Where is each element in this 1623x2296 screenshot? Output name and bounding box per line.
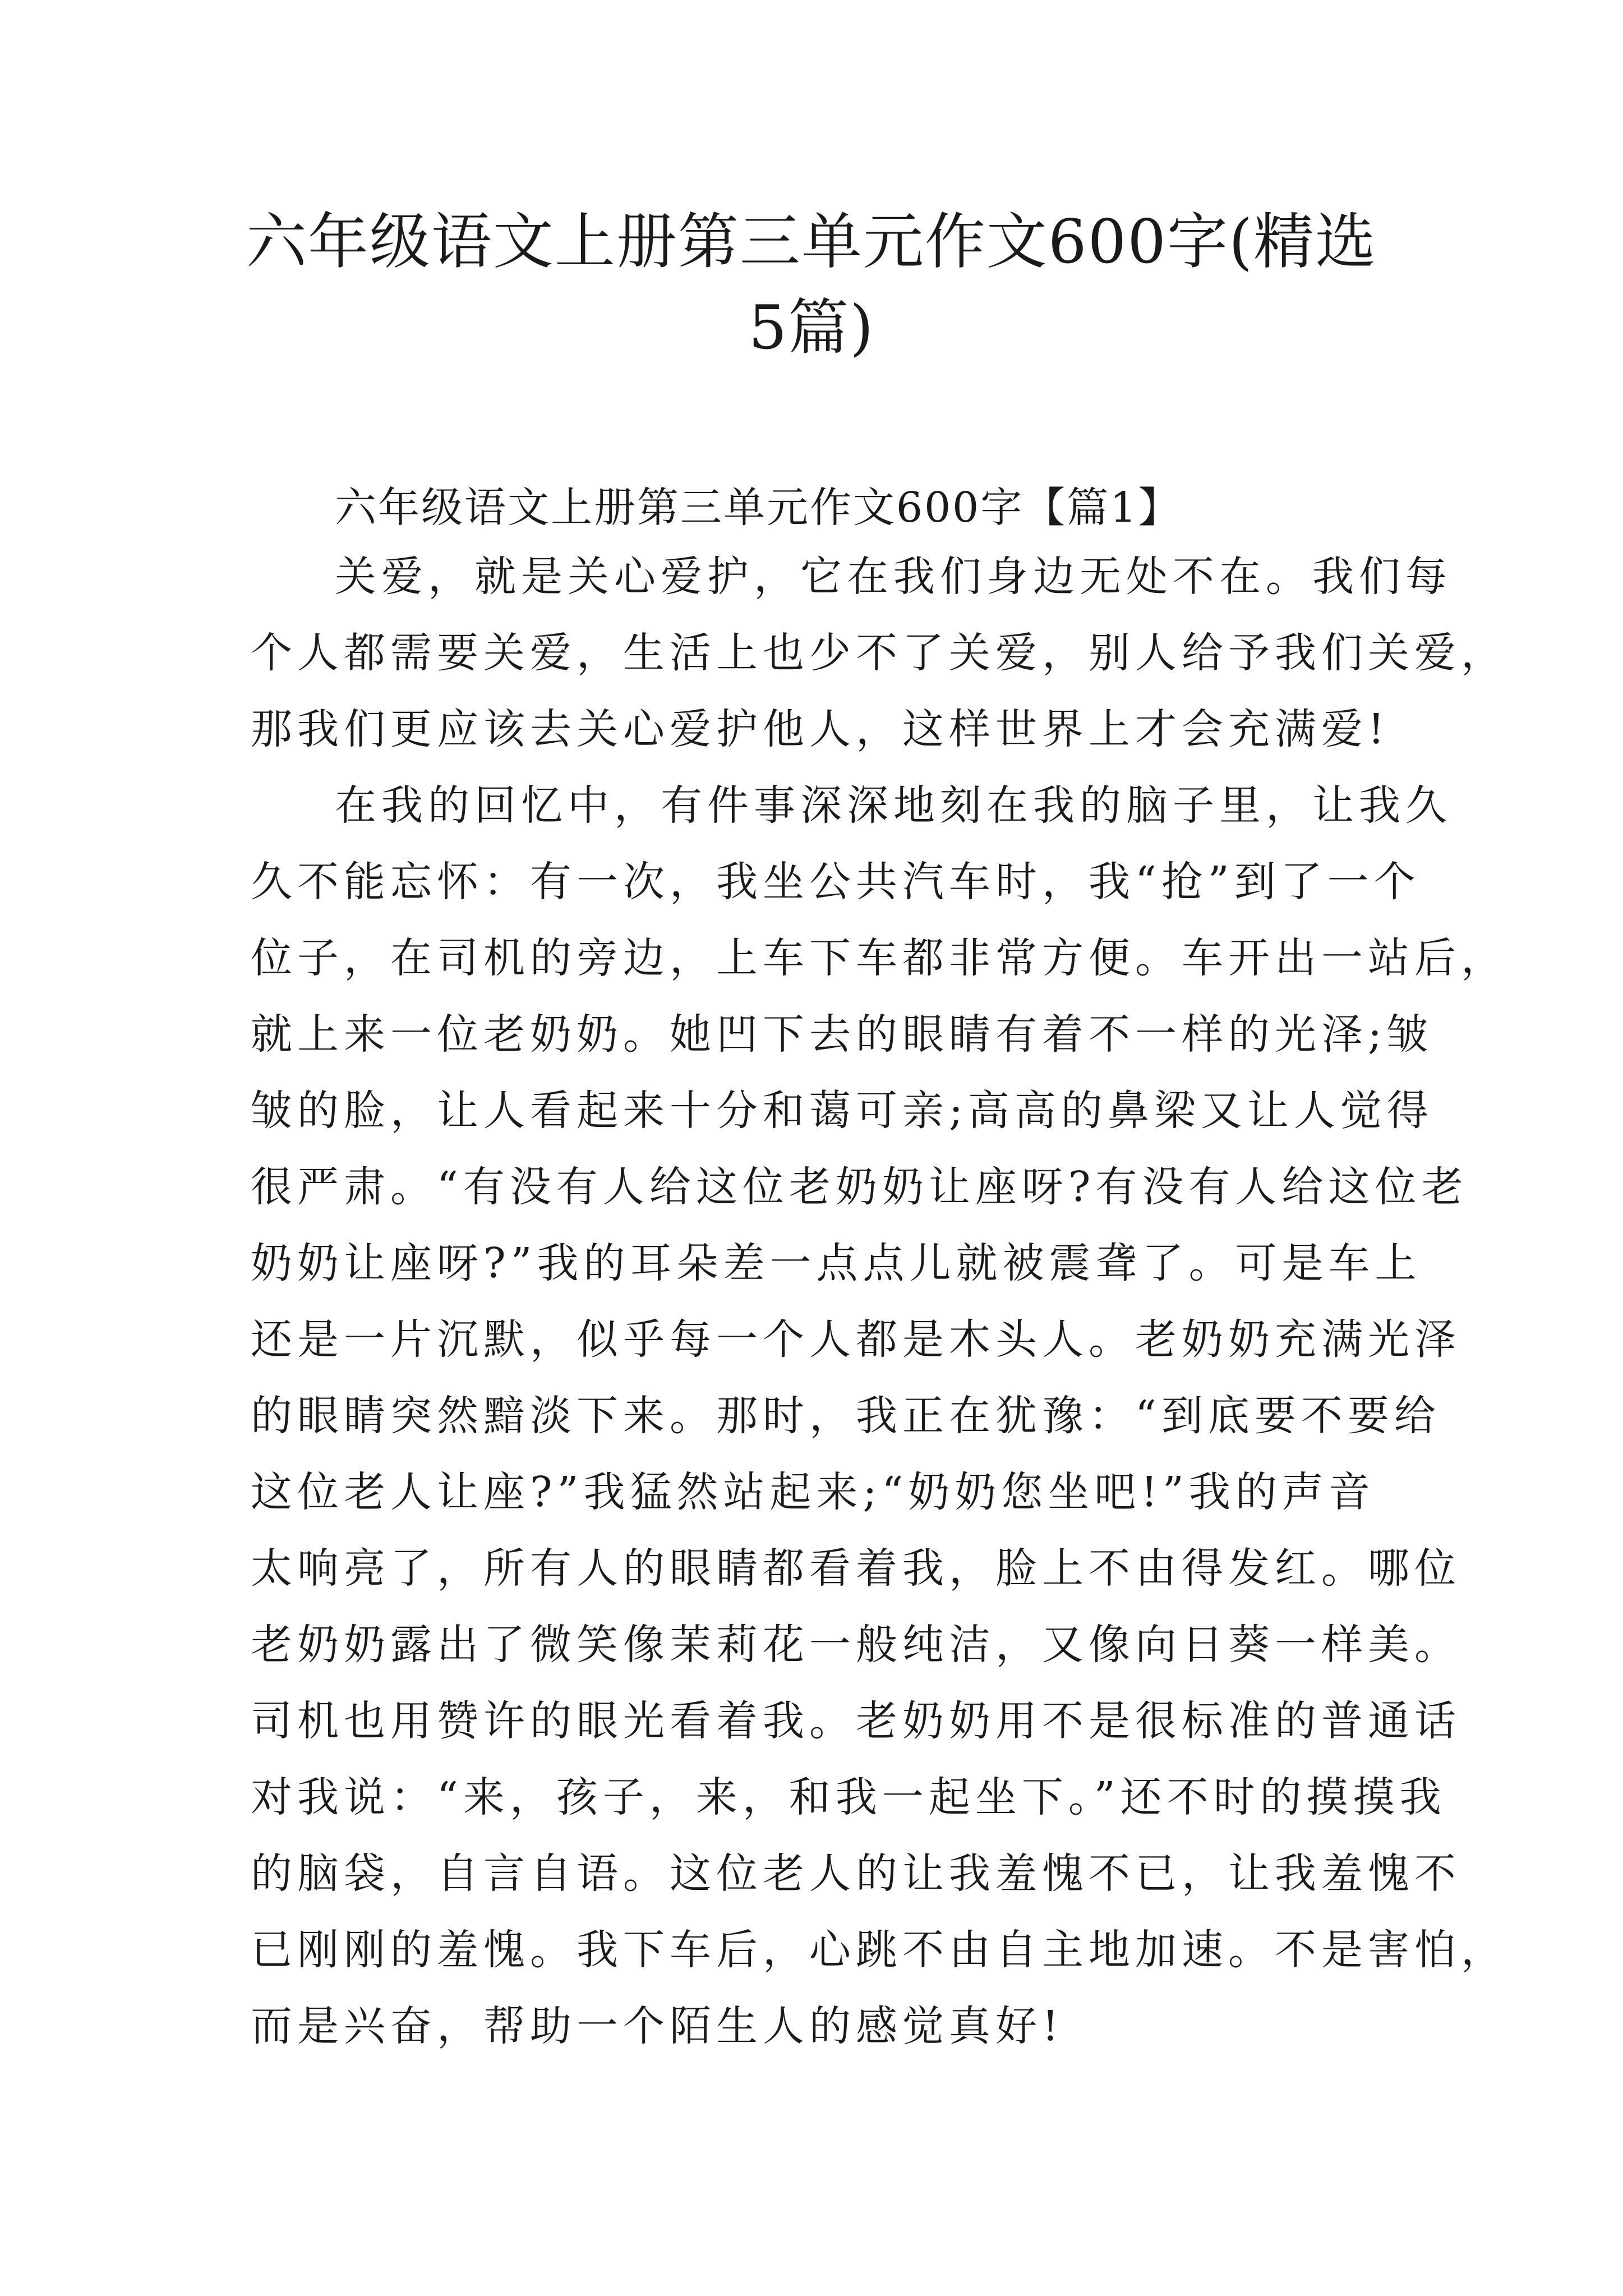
body-line: 很严肃。“有没有人给这位老奶奶让座呀?有没有人给这位老 bbox=[251, 1163, 1468, 1211]
body-line: 关爱，就是关心爱护，它在我们身边无处不在。我们每 bbox=[335, 553, 1452, 601]
body-line: 个人都需要关爱，生活上也少不了关爱，别人给予我们关爱， bbox=[251, 629, 1507, 677]
body-line: 在我的回忆中，有件事深深地刻在我的脑子里，让我久 bbox=[335, 781, 1452, 830]
body-line: 的眼睛突然黯淡下来。那时，我正在犹豫：“到底要不要给 bbox=[251, 1392, 1441, 1440]
body-line: 久不能忘怀：有一次，我坐公共汽车时，我“抢”到了一个 bbox=[251, 858, 1421, 906]
body-line: 皱的脸，让人看起来十分和蔼可亲;高高的鼻梁又让人觉得 bbox=[251, 1087, 1433, 1135]
section-heading: 六年级语文上册第三单元作文600字【篇1】 bbox=[335, 484, 1182, 532]
body-line: 太响亮了，所有人的眼睛都看着我，脸上不由得发红。哪位 bbox=[251, 1544, 1461, 1593]
document-title-line-2: 5篇) bbox=[748, 293, 875, 363]
body-line: 对我说：“来，孩子，来，和我一起坐下。”还不时的摸摸我 bbox=[251, 1773, 1446, 1821]
body-line: 那我们更应该去关心爱护他人，这样世界上才会充满爱! bbox=[251, 705, 1390, 753]
body-line: 老奶奶露出了微笑像茉莉花一般纯洁，又像向日葵一样美。 bbox=[251, 1621, 1461, 1669]
body-line: 已刚刚的羞愧。我下车后，心跳不由自主地加速。不是害怕， bbox=[251, 1926, 1507, 1974]
body-line: 奶奶让座呀?”我的耳朵差一点点儿就被震聋了。可是车上 bbox=[251, 1239, 1422, 1287]
document-title-line-1: 六年级语文上册第三单元作文600字(精选 bbox=[246, 207, 1377, 277]
body-line: 而是兴奋，帮助一个陌生人的感觉真好! bbox=[251, 2002, 1064, 2050]
body-line: 还是一片沉默，似乎每一个人都是木头人。老奶奶充满光泽 bbox=[251, 1315, 1461, 1364]
body-line: 的脑袋，自言自语。这位老人的让我羞愧不已，让我羞愧不 bbox=[251, 1849, 1461, 1898]
body-line: 司机也用赞许的眼光看着我。老奶奶用不是很标准的普通话 bbox=[251, 1697, 1461, 1745]
body-line: 位子，在司机的旁边，上车下车都非常方便。车开出一站后， bbox=[251, 934, 1507, 982]
body-line: 就上来一位老奶奶。她凹下去的眼睛有着不一样的光泽;皱 bbox=[251, 1010, 1433, 1059]
body-line: 这位老人让座?”我猛然站起来;“奶奶您坐吧!”我的声音 bbox=[251, 1468, 1375, 1516]
